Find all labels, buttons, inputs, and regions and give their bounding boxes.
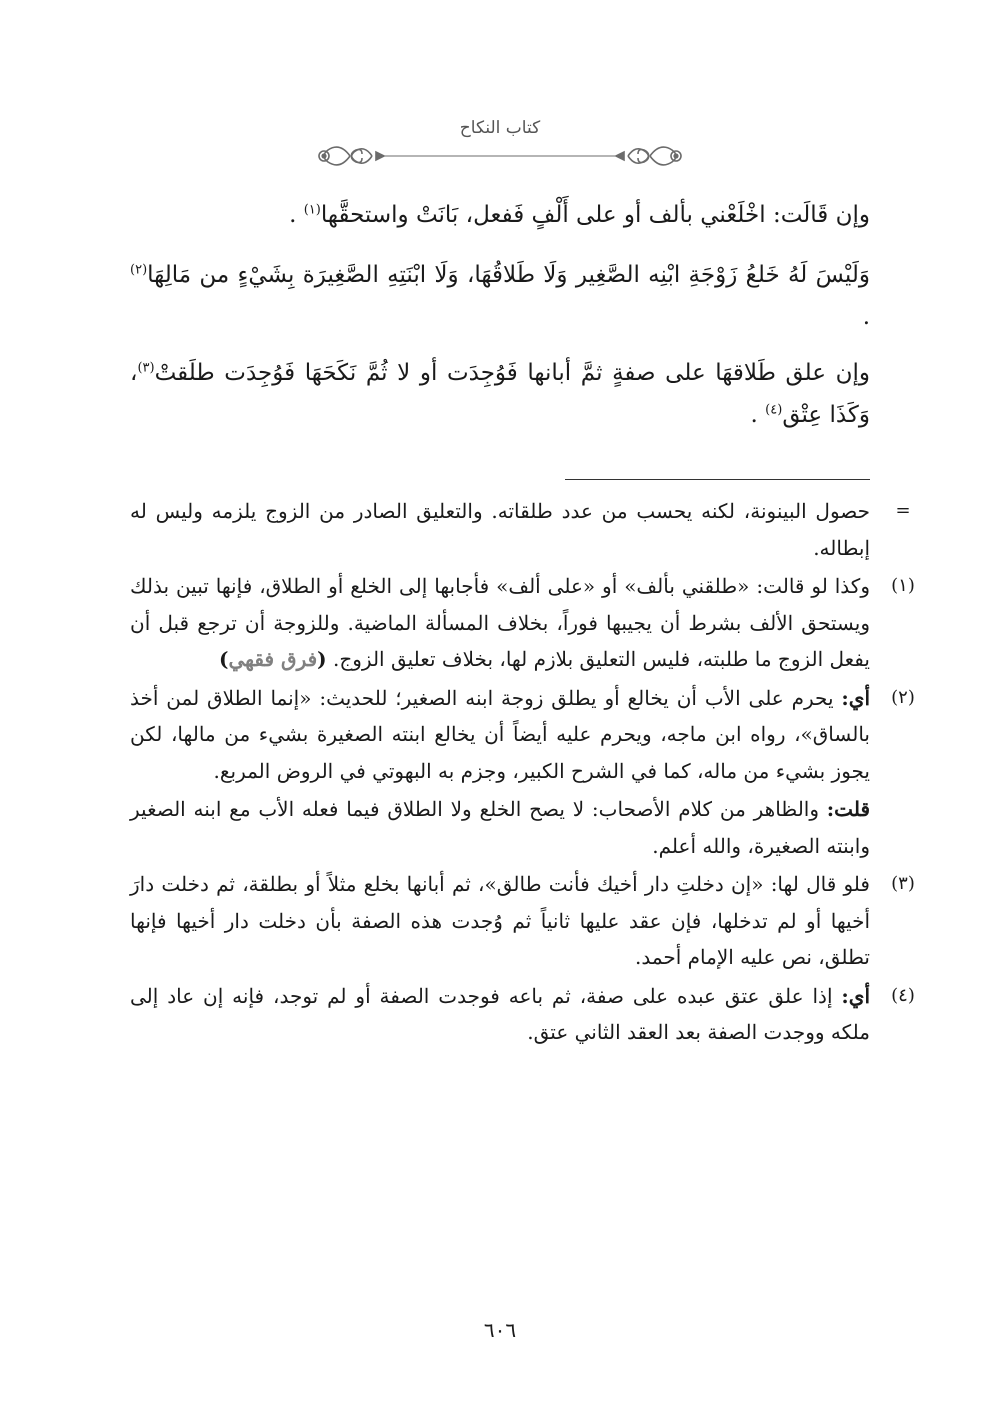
main-paragraph: وَلَيْسَ لَهُ خَلعُ زَوْجَةِ ابْنِه الصَّغِير وَلَا طَلاقُهَا، وَلَا ابْنَتِهِ الصَّغِيرَة بِشَيْءٍ من مَالِهَا$^{(٢)}$ . xyxy=(130,262,870,330)
main-text xyxy=(130,194,870,454)
footnote-ref: (٤) xyxy=(765,402,783,418)
footnote-2-comment: قلت: والظاهر من كلام الأصحاب: لا يصح الخلع ولا الطلاق فيما فعله الأب مع ابنه الصغير وابنته الصغيرة، والله أعلم. xyxy=(130,797,870,858)
footnote-marker: (٢) xyxy=(891,686,915,708)
main-paragraph: وإن قَالَت: اخْلَعْني بألف أو على أَلْفٍ فَفعل، بَانَتْ واستحقَّها$^{(١)}$ . xyxy=(289,202,870,228)
floral-divider-icon xyxy=(310,136,690,176)
footnote-2: (٢) أي: يحرم على الأب أن يخالع أو يطلق زوجة ابنه الصغير؛ للحديث: «إنما الطلاق لمن أخذ بالساق»، رواه ابن ماجه، ويحرم عليه أيضاً أن يخالع ابنته الصغيرة بشيء من مالها، لكن يجوز بشيء من ماله، كما في الشرح الكبير، وجزم به البهوتي في الروض المربع. xyxy=(130,680,870,790)
note-tag: فرق فقهي xyxy=(228,647,318,671)
footnote-marker: (١) xyxy=(891,575,915,596)
footnote-4: (٤) أي: إذا علق عتق عبده على صفة، ثم باعه فوجدت الصفة أو لم توجد، فإنه إن عاد إلى ملكه ووجدت الصفة بعد العقد الثاني عتق. xyxy=(130,978,870,1051)
footnote-1: (١) وكذا لو قالت: «طلقني بألف» أو «على ألف» فأجابها إلى الخلع أو الطلاق، فإنها تبين بذلك ويستحق الألف بشرط أن يجيبها فوراً، بخلاف المسألة الماضية. وللزوجة أن ترجع قبل أن يفعل الزوج ما طلبته، فليس التعليق بلازم لها، بخلاف تعليق الزوج. (فرق فقهي) xyxy=(130,568,870,678)
page-number: ٦٠٦ xyxy=(483,1318,517,1342)
footnote-marker: (٤) xyxy=(891,984,915,1006)
footnotes xyxy=(130,493,915,1053)
footnote-marker: = xyxy=(895,500,911,521)
footnote-ref: (٢) xyxy=(130,262,148,278)
main-paragraph: وإن علق طَلاقهَا على صفةٍ ثمَّ أبانها فَوُجِدَت أو لا ثُمَّ نَكَحَهَا فَوُجِدَت طلَقتْ$^{(٣)}$، وَكَذَا عِتْق$^{(٤)}$ . xyxy=(130,360,870,428)
footnote-3: (٣) فلو قال لها: «إن دخلتِ دار أخيك فأنت طالق»، ثم أبانها بخلع مثلاً أو بطلقة، ثم دخلت دارَ أخيها أو لم تدخلها، فإن عقد عليها ثانياً ثم وُجدت هذه الصفة بأن دخلت دار أخيها فإنها تطلق، نص عليه الإمام أحمد. xyxy=(130,866,870,976)
footnote-separator xyxy=(565,479,870,480)
footnote-marker: (٣) xyxy=(891,873,915,894)
footnote-ref: (٣) xyxy=(137,360,155,376)
book-page xyxy=(130,0,915,1418)
running-header xyxy=(130,112,870,172)
chapter-title: كتاب النكاح xyxy=(459,118,541,138)
footnote-ref: (١) xyxy=(303,202,321,218)
footnote-continuation: = حصول البينونة، لكنه يحسب من عدد طلقاته. والتعليق الصادر من الزوج يلزمه وليس له إبطاله. xyxy=(130,493,870,566)
